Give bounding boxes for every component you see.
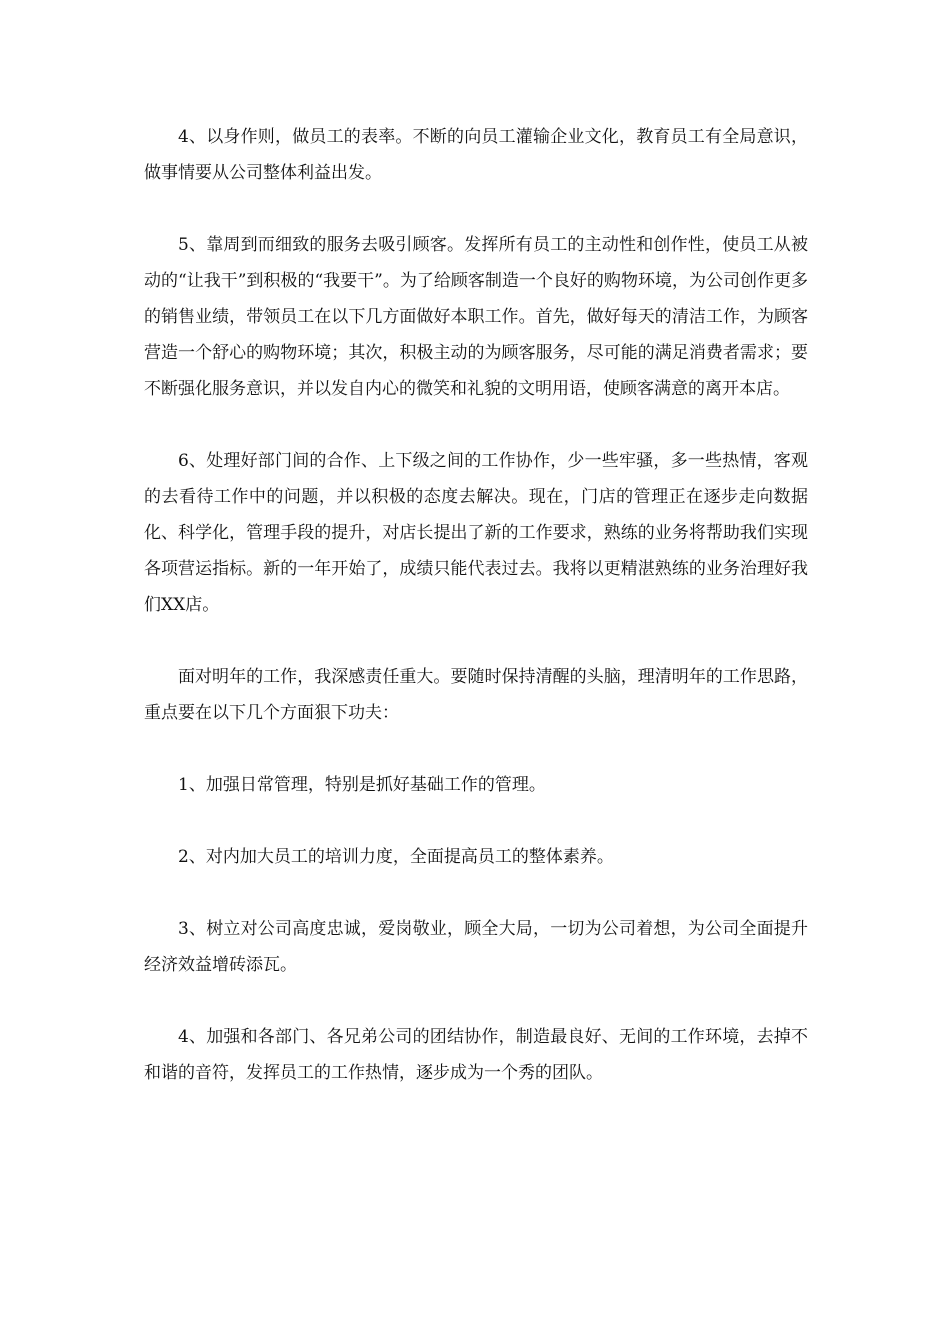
paragraph-2: 5、靠周到而细致的服务去吸引顾客。发挥所有员工的主动性和创作性，使员工从被动的“让我干”到积极的“我要干”。为了给顾客制造一个良好的购物环境，为公司创作更多的销售业绩，带领员工在以下几方面做好本职工作。首先，做好每天的清洁工作，为顾客营造一个舒心的购物环境；其次，积极主动的为顾客服务，尽可能的满足消费者需求；要不断强化服务意识，并以发自内心的微笑和礼貌的文明用语，使顾客满意的离开本店。	[144, 235, 808, 399]
paragraph-4: 面对明年的工作，我深感责任重大。要随时保持清醒的头脑，理清明年的工作思路，重点要在以下几个方面狠下功夫：	[144, 667, 808, 723]
paragraph-1: 4、以身作则，做员工的表率。不断的向员工灌输企业文化，教育员工有全局意识，做事情要从公司整体利益出发。	[144, 127, 808, 183]
document-body	[144, 119, 808, 1091]
paragraph-6: 2、对内加大员工的培训力度，全面提高员工的整体素养。	[178, 847, 614, 867]
paragraph-5: 1、加强日常管理，特别是抓好基础工作的管理。	[178, 775, 546, 795]
paragraph-8: 4、加强和各部门、各兄弟公司的团结协作，制造最良好、无间的工作环境，去掉不和谐的音符，发挥员工的工作热情，逐步成为一个秀的团队。	[144, 1027, 808, 1083]
paragraph-3: 6、处理好部门间的合作、上下级之间的工作协作，少一些牢骚，多一些热情，客观的去看待工作中的问题，并以积极的态度去解决。现在，门店的管理正在逐步走向数据化、科学化，管理手段的提升，对店长提出了新的工作要求，熟练的业务将帮助我们实现各项营运指标。新的一年开始了，成绩只能代表过去。我将以更精湛熟练的业务治理好我们XX店。	[144, 451, 808, 615]
paragraph-7: 3、树立对公司高度忠诚，爱岗敬业，顾全大局，一切为公司着想，为公司全面提升经济效益增砖添瓦。	[144, 919, 808, 975]
